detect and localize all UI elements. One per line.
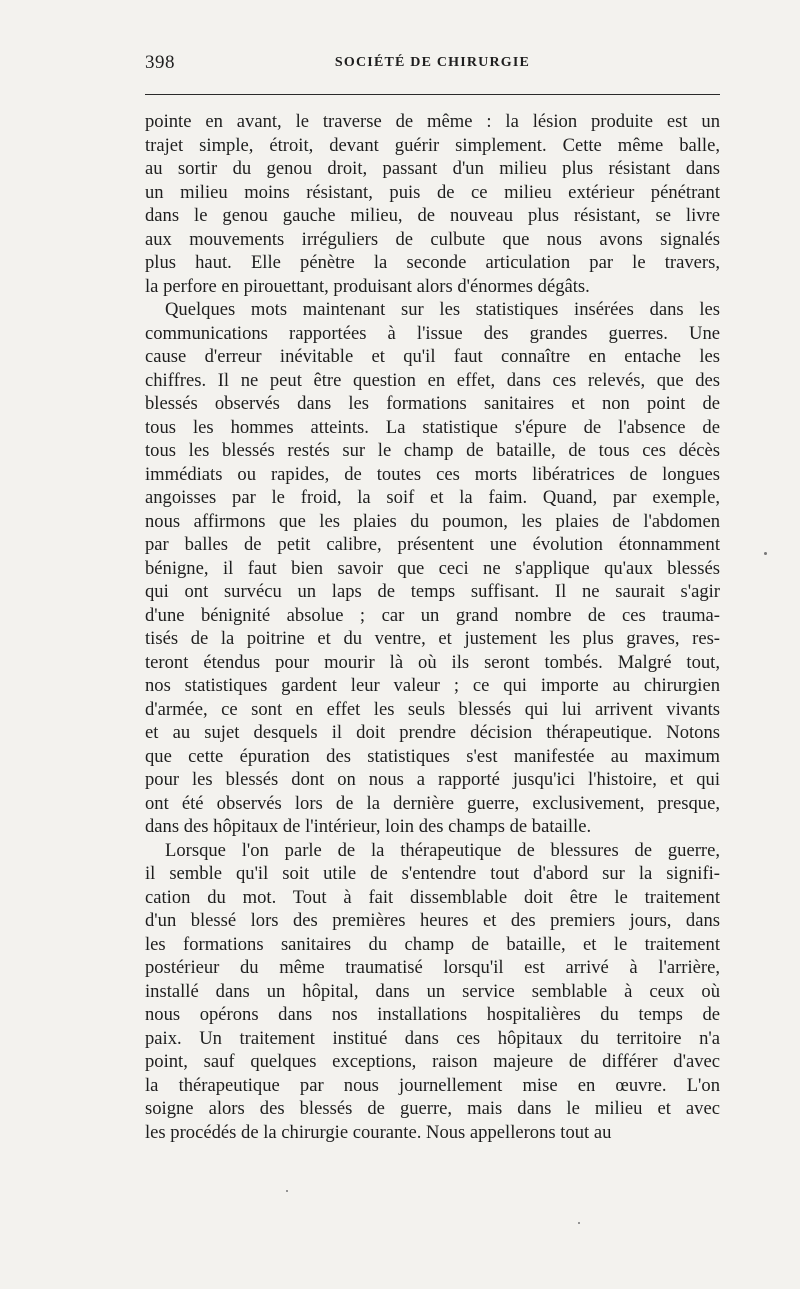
text-line: cause d'erreur inévitable et qu'il faut connaître en entache les <box>145 346 720 367</box>
text-line: d'un blessé lors des premières heures et des premiers jours, dans <box>145 910 720 931</box>
text-line: que cette épuration des statistiques s'est manifestée au maximum <box>145 745 720 767</box>
text-line: les formations sanitaires du champ de bataille, et le traitement <box>145 933 720 955</box>
header-rule <box>145 94 720 95</box>
text-line: blessés observés dans les formations sanitaires et non point de <box>145 393 720 414</box>
page-header <box>145 52 720 76</box>
text-line: trajet simple, étroit, devant guérir simplement. Cette même balle, <box>145 134 720 156</box>
text-line: tous les blessés restés sur le champ de bataille, de tous ces décès <box>145 440 720 461</box>
text-line: communications rapportées à l'issue des grandes guerres. Une <box>145 322 720 344</box>
text-line: nous opérons dans nos installations hospitalières du temps de <box>145 1004 720 1025</box>
text-line: ont été observés lors de la dernière guerre, exclusivement, presque, <box>145 792 720 814</box>
text-line: un milieu moins résistant, puis de ce milieu extérieur pénétrant <box>145 181 720 203</box>
ink-speck <box>578 1222 580 1224</box>
text-line: qui ont survécu un laps de temps suffisant. Il ne saurait s'agir <box>145 581 720 602</box>
text-line: bénigne, il faut bien savoir que ceci ne s'applique qu'aux blessés <box>145 557 720 579</box>
text-line: immédiats ou rapides, de toutes ces morts libératrices de longues <box>145 463 720 485</box>
text-line: paix. Un traitement institué dans ces hôpitaux du territoire n'a <box>145 1027 720 1049</box>
paragraph <box>145 110 720 298</box>
text-line: teront étendus pour mourir là où ils seront tombés. Malgré tout, <box>145 651 720 673</box>
text-line: la thérapeutique par nous journellement mise en œuvre. L'on <box>145 1074 720 1096</box>
ink-speck <box>286 1190 288 1192</box>
running-head: SOCIÉTÉ DE CHIRURGIE <box>334 55 531 70</box>
text-line: pointe en avant, le traverse de même : la lésion produite est un <box>145 111 720 132</box>
text-line: nos statistiques gardent leur valeur ; ce qui importe au chirurgien <box>145 675 720 696</box>
text-line: pour les blessés dont on nous a rapporté jusqu'ici l'histoire, et qui <box>145 769 720 790</box>
paragraph <box>145 839 720 1145</box>
text-line: la perfore en pirouettant, produisant alors d'énormes dégâts. <box>145 275 590 297</box>
text-line: il semble qu'il soit utile de s'entendre tout d'abord sur la signifi- <box>145 863 720 884</box>
text-line: d'armée, ce sont en effet les seuls blessés qui lui arrivent vivants <box>145 698 720 720</box>
text-line: dans le genou gauche milieu, de nouveau plus résistant, se livre <box>145 205 720 226</box>
text-line: angoisses par le froid, la soif et la faim. Quand, par exemple, <box>145 487 720 508</box>
text-line: chiffres. Il ne peut être question en effet, dans ces relevés, que des <box>145 369 720 391</box>
text-line: aux mouvements irréguliers de culbute que nous avons signalés <box>145 228 720 250</box>
text-line: tous les hommes atteints. La statistique s'épure de l'absence de <box>145 416 720 438</box>
text-line: soigne alors des blessés de guerre, mais dans le milieu et avec <box>145 1098 720 1119</box>
text-line: point, sauf quelques exceptions, raison majeure de différer d'avec <box>145 1051 720 1072</box>
page-number: 398 <box>145 52 175 73</box>
text-line: et au sujet desquels il doit prendre décision thérapeutique. Notons <box>145 722 720 743</box>
text-line: Lorsque l'on parle de la thérapeutique de blessures de guerre, <box>165 839 720 861</box>
text-line: par balles de petit calibre, présentent une évolution étonnamment <box>145 534 720 555</box>
text-line: cation du mot. Tout à fait dissemblable doit être le traitement <box>145 886 720 908</box>
text-line: tisés de la poitrine et du ventre, et justement les plus graves, res- <box>145 628 720 649</box>
ink-speck <box>764 552 767 555</box>
text-line: plus haut. Elle pénètre la seconde articulation par le travers, <box>145 252 720 273</box>
text-line: au sortir du genou droit, passant d'un milieu plus résistant dans <box>145 158 720 179</box>
text-line: Quelques mots maintenant sur les statistiques insérées dans les <box>165 299 720 320</box>
text-line: nous affirmons que les plaies du poumon, les plaies de l'abdomen <box>145 510 720 532</box>
body-text <box>145 110 720 1144</box>
text-line: dans des hôpitaux de l'intérieur, loin des champs de bataille. <box>145 816 592 837</box>
text-line: d'une bénignité absolue ; car un grand nombre de ces trauma- <box>145 604 720 626</box>
text-line: les procédés de la chirurgie courante. Nous appellerons tout au <box>145 1121 612 1143</box>
text-line: installé dans un hôpital, dans un service semblable à ceux où <box>145 980 720 1002</box>
text-line: postérieur du même traumatisé lorsqu'il est arrivé à l'arrière, <box>145 957 720 978</box>
paragraph <box>145 298 720 839</box>
